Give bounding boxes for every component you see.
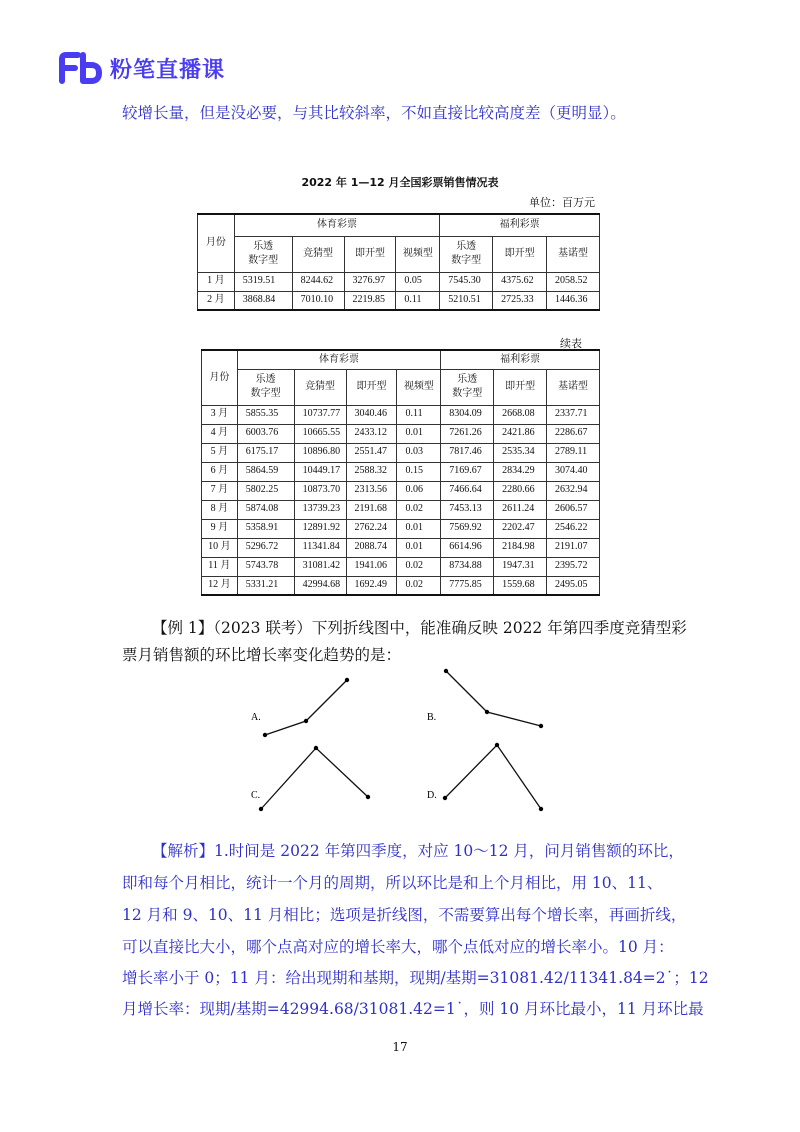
- option-b-label: B.: [427, 712, 437, 723]
- value-cell: 0.02: [397, 500, 441, 519]
- table-row: [198, 272, 600, 291]
- month-cell: 9 月: [202, 519, 238, 538]
- value-cell: 12891.92: [294, 519, 346, 538]
- analysis-label: 【解析】: [152, 842, 215, 860]
- month-cell: 2 月: [198, 291, 235, 310]
- col-lotto: 乐透 数字型: [237, 369, 294, 405]
- value-cell: 5864.59: [237, 462, 294, 481]
- value-cell: 8304.09: [441, 405, 494, 424]
- value-cell: 2395.72: [547, 557, 600, 576]
- analysis-line-3: 12 月和 9、10、11 月相比；选项是折线图，不需要算出每个增长率，再画折线，: [122, 906, 687, 924]
- value-cell: 2535.34: [494, 443, 547, 462]
- value-cell: 8734.88: [441, 557, 494, 576]
- value-cell: 2611.24: [494, 500, 547, 519]
- value-cell: 11341.84: [294, 538, 346, 557]
- value-cell: 3276.97: [344, 272, 396, 291]
- sports-lottery-header: 体育彩票: [234, 214, 439, 236]
- option-d[interactable]: [427, 743, 543, 811]
- month-cell: 10 月: [202, 538, 238, 557]
- col-lotto: 乐透 数字型: [234, 236, 292, 272]
- value-cell: 4375.62: [493, 272, 547, 291]
- col-guess: 竞猜型: [294, 369, 346, 405]
- table-row: [198, 291, 600, 310]
- question-line-2: 票月销售额的环比增长率变化趋势的是：: [122, 646, 402, 664]
- value-cell: 13739.23: [294, 500, 346, 519]
- month-cell: 4 月: [202, 424, 238, 443]
- value-cell: 2337.71: [547, 405, 600, 424]
- month-header: 月份: [202, 350, 238, 405]
- value-cell: 3040.46: [346, 405, 397, 424]
- question-source: （2023 联考）: [213, 619, 312, 637]
- value-cell: 2421.86: [494, 424, 547, 443]
- analysis-line-6: 月增长率：现期/基期=42994.68/31081.42=1˙，则 10 月环比最小，11 月环比最: [122, 1000, 704, 1018]
- table-row: [202, 538, 600, 557]
- value-cell: 31081.42: [294, 557, 346, 576]
- month-cell: 11 月: [202, 557, 238, 576]
- option-a-label: A.: [251, 712, 261, 723]
- value-cell: 0.11: [397, 405, 441, 424]
- value-cell: 7545.30: [440, 272, 493, 291]
- value-cell: 5331.21: [237, 576, 294, 595]
- month-cell: 6 月: [202, 462, 238, 481]
- option-c[interactable]: [251, 746, 370, 811]
- value-cell: 2219.85: [344, 291, 396, 310]
- value-cell: 1947.31: [494, 557, 547, 576]
- value-cell: 2588.32: [346, 462, 397, 481]
- question-label: 【例 1】: [152, 619, 214, 637]
- value-cell: 5743.78: [237, 557, 294, 576]
- value-cell: 5855.35: [237, 405, 294, 424]
- col-video: 视频型: [396, 236, 440, 272]
- value-cell: 6003.76: [237, 424, 294, 443]
- sports-lottery-header: 体育彩票: [237, 350, 441, 369]
- value-cell: 1941.06: [346, 557, 397, 576]
- table-row: [202, 405, 600, 424]
- col-video: 视频型: [397, 369, 441, 405]
- month-cell: 1 月: [198, 272, 235, 291]
- value-cell: 6614.96: [441, 538, 494, 557]
- value-cell: 2762.24: [346, 519, 397, 538]
- value-cell: 1446.36: [547, 291, 600, 310]
- value-cell: 2280.66: [494, 481, 547, 500]
- table-row: [202, 500, 600, 519]
- value-cell: 10449.17: [294, 462, 346, 481]
- col-welfare-instant: 即开型: [493, 236, 547, 272]
- value-cell: 2789.11: [547, 443, 600, 462]
- value-cell: 10665.55: [294, 424, 346, 443]
- col-instant: 即开型: [344, 236, 396, 272]
- value-cell: 10737.77: [294, 405, 346, 424]
- month-cell: 5 月: [202, 443, 238, 462]
- value-cell: 3868.84: [234, 291, 292, 310]
- value-cell: 5210.51: [440, 291, 493, 310]
- value-cell: 7466.64: [441, 481, 494, 500]
- value-cell: 10896.80: [294, 443, 346, 462]
- option-d-label: D.: [427, 790, 437, 801]
- analysis-line-2: 即和每个月相比，统计一个月的周期，所以环比是和上个月相比，用 10、11、: [122, 874, 663, 892]
- value-cell: 0.02: [397, 557, 441, 576]
- welfare-lottery-header: 福利彩票: [440, 214, 600, 236]
- col-welfare-lotto: 乐透 数字型: [440, 236, 493, 272]
- answer-options: [240, 668, 580, 818]
- value-cell: 10873.70: [294, 481, 346, 500]
- table-row: [202, 519, 600, 538]
- value-cell: 1692.49: [346, 576, 397, 595]
- brand-name: 粉笔直播课: [110, 57, 226, 83]
- value-cell: 2495.05: [547, 576, 600, 595]
- value-cell: 7817.46: [441, 443, 494, 462]
- question-text-1: 下列折线图中，能准确反映 2022 年第四季度竞猜型彩: [311, 619, 687, 637]
- value-cell: 0.05: [396, 272, 440, 291]
- col-welfare-instant: 即开型: [494, 369, 547, 405]
- table-unit: 单位：百万元: [529, 196, 595, 209]
- welfare-lottery-header: 福利彩票: [441, 350, 600, 369]
- table-row: [202, 462, 600, 481]
- value-cell: 2313.56: [346, 481, 397, 500]
- value-cell: 2632.94: [547, 481, 600, 500]
- value-cell: 2546.22: [547, 519, 600, 538]
- page-number: 17: [392, 1040, 408, 1054]
- sales-table-part2: [201, 349, 600, 596]
- value-cell: 7169.67: [441, 462, 494, 481]
- col-guess: 竞猜型: [292, 236, 344, 272]
- value-cell: 7775.85: [441, 576, 494, 595]
- table-row: [202, 481, 600, 500]
- value-cell: 0.15: [397, 462, 441, 481]
- value-cell: 42994.68: [294, 576, 346, 595]
- value-cell: 5296.72: [237, 538, 294, 557]
- value-cell: 7569.92: [441, 519, 494, 538]
- analysis-line-5: 增长率小于 0；11 月：给出现期和基期，现期/基期=31081.42/11341.84=2˙；12: [122, 969, 709, 987]
- value-cell: 2725.33: [493, 291, 547, 310]
- value-cell: 8244.62: [292, 272, 344, 291]
- value-cell: 5319.51: [234, 272, 292, 291]
- col-keno: 基诺型: [547, 236, 600, 272]
- brand-logo: [58, 50, 225, 86]
- value-cell: 2184.98: [494, 538, 547, 557]
- value-cell: 0.06: [397, 481, 441, 500]
- value-cell: 2433.12: [346, 424, 397, 443]
- value-cell: 0.11: [396, 291, 440, 310]
- options-diagram: [240, 668, 580, 818]
- value-cell: 0.01: [397, 538, 441, 557]
- value-cell: 1559.68: [494, 576, 547, 595]
- value-cell: 2191.68: [346, 500, 397, 519]
- fb-logo-icon: [58, 51, 102, 85]
- question-line-1: [152, 616, 687, 638]
- value-cell: 0.03: [397, 443, 441, 462]
- value-cell: 0.01: [397, 519, 441, 538]
- table-title: 2022 年 1—12 月全国彩票销售情况表: [301, 176, 499, 189]
- value-cell: 2202.47: [494, 519, 547, 538]
- value-cell: 7453.13: [441, 500, 494, 519]
- col-instant: 即开型: [346, 369, 397, 405]
- value-cell: 2286.67: [547, 424, 600, 443]
- value-cell: 5802.25: [237, 481, 294, 500]
- value-cell: 0.01: [397, 424, 441, 443]
- col-welfare-lotto: 乐透 数字型: [441, 369, 494, 405]
- option-c-label: C.: [251, 790, 261, 801]
- value-cell: 2088.74: [346, 538, 397, 557]
- value-cell: 2191.07: [547, 538, 600, 557]
- value-cell: 3074.40: [547, 462, 600, 481]
- intro-text: 较增长量，但是没必要，与其比较斜率，不如直接比较高度差（更明显）。: [122, 104, 626, 122]
- month-cell: 7 月: [202, 481, 238, 500]
- table-row: [202, 424, 600, 443]
- continued-label: 续表: [560, 337, 582, 350]
- value-cell: 6175.17: [237, 443, 294, 462]
- value-cell: 5358.91: [237, 519, 294, 538]
- month-cell: 3 月: [202, 405, 238, 424]
- value-cell: 2834.29: [494, 462, 547, 481]
- col-keno: 基诺型: [547, 369, 600, 405]
- analysis-line-1: 【解析】1.时间是 2022 年第四季度，对应 10～12 月，问月销售额的环比，: [152, 842, 684, 860]
- value-cell: 0.02: [397, 576, 441, 595]
- value-cell: 7010.10: [292, 291, 344, 310]
- value-cell: 2551.47: [346, 443, 397, 462]
- table-row: [202, 557, 600, 576]
- month-cell: 8 月: [202, 500, 238, 519]
- option-b[interactable]: [427, 669, 543, 728]
- table-row: [202, 576, 600, 595]
- month-header: 月份: [198, 214, 235, 272]
- value-cell: 7261.26: [441, 424, 494, 443]
- month-cell: 12 月: [202, 576, 238, 595]
- table-row: [202, 443, 600, 462]
- value-cell: 2058.52: [547, 272, 600, 291]
- option-a[interactable]: [251, 678, 349, 737]
- value-cell: 5874.08: [237, 500, 294, 519]
- sales-table-part1: [197, 213, 600, 311]
- value-cell: 2606.57: [547, 500, 600, 519]
- analysis-line-4: 可以直接比大小，哪个点高对应的增长率大，哪个点低对应的增长率小。10 月：: [122, 938, 674, 956]
- value-cell: 2668.08: [494, 405, 547, 424]
